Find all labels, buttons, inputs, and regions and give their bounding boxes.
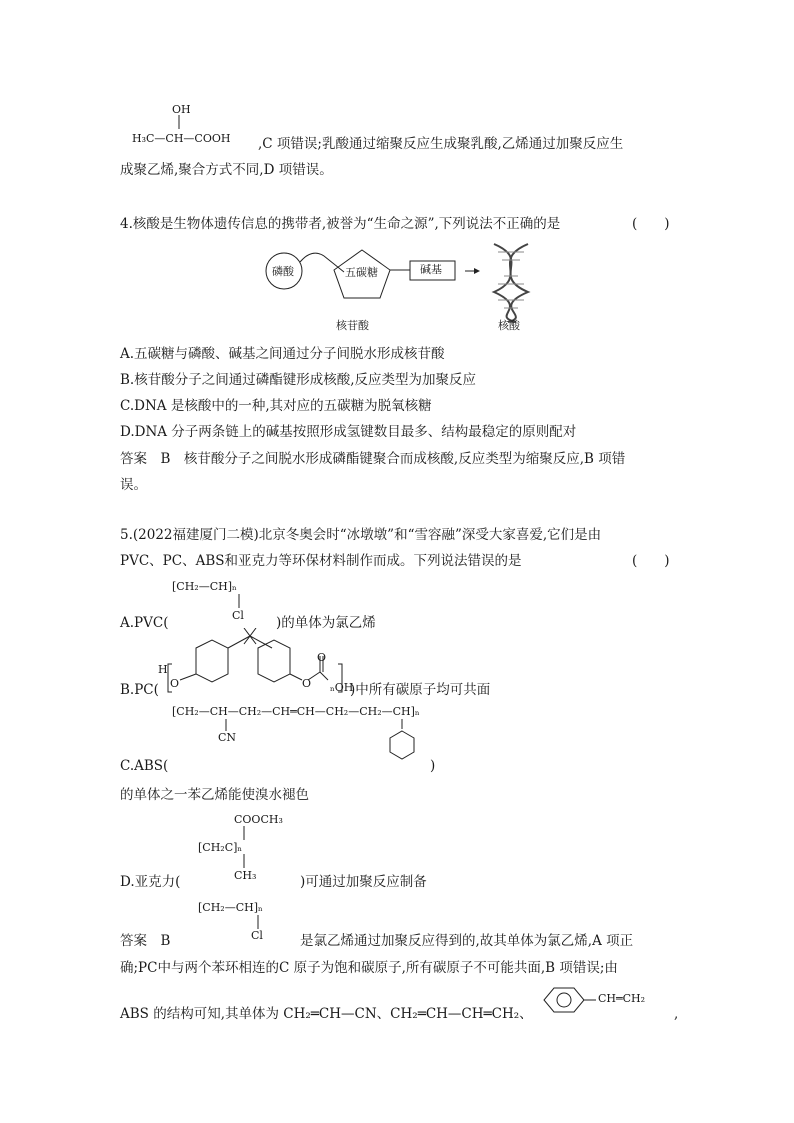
pc-h: H: [158, 663, 168, 676]
pc-oh: ₙOH: [330, 681, 354, 694]
pvc-cl: Cl: [232, 609, 244, 622]
q5-stem-line2: PVC、PC、ABS和亚克力等环保材料制作而成。下列说法错误的是: [120, 553, 522, 569]
q5-answer-text1: 是氯乙烯通过加聚反应得到的,故其单体为氯乙烯,A 项正: [300, 933, 634, 949]
nucleic-acid-label: 核酸: [498, 319, 520, 332]
q4-answer-line2: 误。: [120, 477, 147, 493]
q4-option-b: B.核苷酸分子之间通过磷酯键形成核酸,反应类型为加聚反应: [120, 372, 477, 388]
q4-stem: 4.核酸是生物体遗传信息的携带者,被誉为“生命之源”,下列说法不正确的是: [120, 216, 561, 232]
styrene-benzene-ring: [540, 985, 596, 1015]
q5-option-a-end: )的单体为氯乙烯: [276, 615, 376, 631]
lactic-acid-bond: [176, 115, 182, 129]
q5-answer-text3: ABS 的结构可知,其单体为 CH₂═CH—CN、CH₂═CH—CH═CH₂、: [120, 1006, 533, 1022]
q5-option-c-paren: ): [430, 758, 436, 774]
nucleotide-label: 核苷酸: [336, 319, 369, 332]
q5-option-c-start: C.ABS(: [120, 758, 169, 774]
acrylic-ch3: CH₃: [234, 869, 257, 882]
lactic-acid-formula: H₃C—CH—COOH: [132, 132, 231, 145]
abs-cn-bond: [223, 719, 229, 731]
pc-o3: O: [317, 651, 327, 664]
sugar-label: 五碳糖: [345, 266, 378, 279]
abs-formula: [CH₂—CH—CH₂—CH═CH—CH₂—CH₂—CH]ₙ: [172, 705, 420, 718]
acrylic-top-bond: [241, 826, 247, 840]
q5-option-b-end: )中所有碳原子均可共面: [350, 682, 491, 698]
q5-option-d-start: D.亚克力(: [120, 874, 181, 890]
q4-option-a: A.五碳糖与磷酸、碱基之间通过分子间脱水形成核苷酸: [120, 346, 445, 362]
phosphate-sugar-bond: [300, 253, 344, 272]
answer-pvc-cl: Cl: [251, 929, 263, 942]
prev-explanation-line1: ,C 项错误;乳酸通过缩聚反应生成聚乳酸,乙烯通过加聚反应生: [258, 136, 624, 152]
abs-cn: CN: [218, 731, 237, 744]
answer-pvc-formula: [CH₂—CH]ₙ: [198, 901, 263, 914]
q5-answer-paren: ( ): [632, 553, 670, 569]
pvc-bond: [236, 594, 242, 608]
q5-answer-text2: 确;PC中与两个苯环相连的C 原子为饱和碳原子,所有碳原子不可能共面,B 项错误;由: [120, 960, 618, 976]
q5-option-a-start: A.PVC(: [120, 615, 169, 631]
q5-option-c-end: 的单体之一苯乙烯能使溴水褪色: [120, 787, 309, 803]
acrylic-bottom-bond: [241, 854, 247, 868]
q4-option-d: D.DNA 分子两条链上的碱基按照形成氢键数目最多、结构最稳定的原则配对: [120, 424, 577, 440]
q5-option-d-end: )可通过加聚反应制备: [300, 874, 427, 890]
pc-o1: O: [170, 677, 180, 690]
answer-trailing-comma: ,: [674, 1006, 679, 1022]
q5-stem-line1: 5.(2022福建厦门二模)北京冬奥会时“冰墩墩”和“雪容融”深受大家喜爱,它们是由: [120, 527, 602, 543]
acrylic-formula: [CH₂C]ₙ: [198, 841, 243, 854]
phosphate-label: 磷酸: [272, 265, 294, 278]
lactic-acid-oh: OH: [172, 103, 191, 116]
dna-helix-icon: [494, 244, 528, 322]
arrow-head: [474, 268, 480, 274]
q4-answer-paren: ( ): [632, 216, 670, 232]
pvc-formula: [CH₂—CH]ₙ: [172, 580, 237, 593]
styrene-vinyl: CH═CH₂: [598, 992, 646, 1005]
q4-answer-line1: 答案 B 核苷酸分子之间脱水形成磷酯键聚合而成核酸,反应类型为缩聚反应,B 项错: [120, 451, 626, 467]
q5-answer-label: 答案 B: [120, 933, 171, 949]
pc-o2: O: [302, 677, 312, 690]
answer-pvc-bond: [255, 915, 261, 929]
prev-explanation-line2: 成聚乙烯,聚合方式不同,D 项错误。: [120, 162, 333, 178]
acrylic-cooch3: COOCH₃: [234, 813, 283, 826]
base-label: 碱基: [420, 263, 442, 276]
q5-option-b-start: B.PC(: [120, 682, 159, 698]
q4-option-c: C.DNA 是核酸中的一种,其对应的五碳糖为脱氧核糖: [120, 398, 432, 414]
abs-benzene-ring: [386, 719, 416, 769]
